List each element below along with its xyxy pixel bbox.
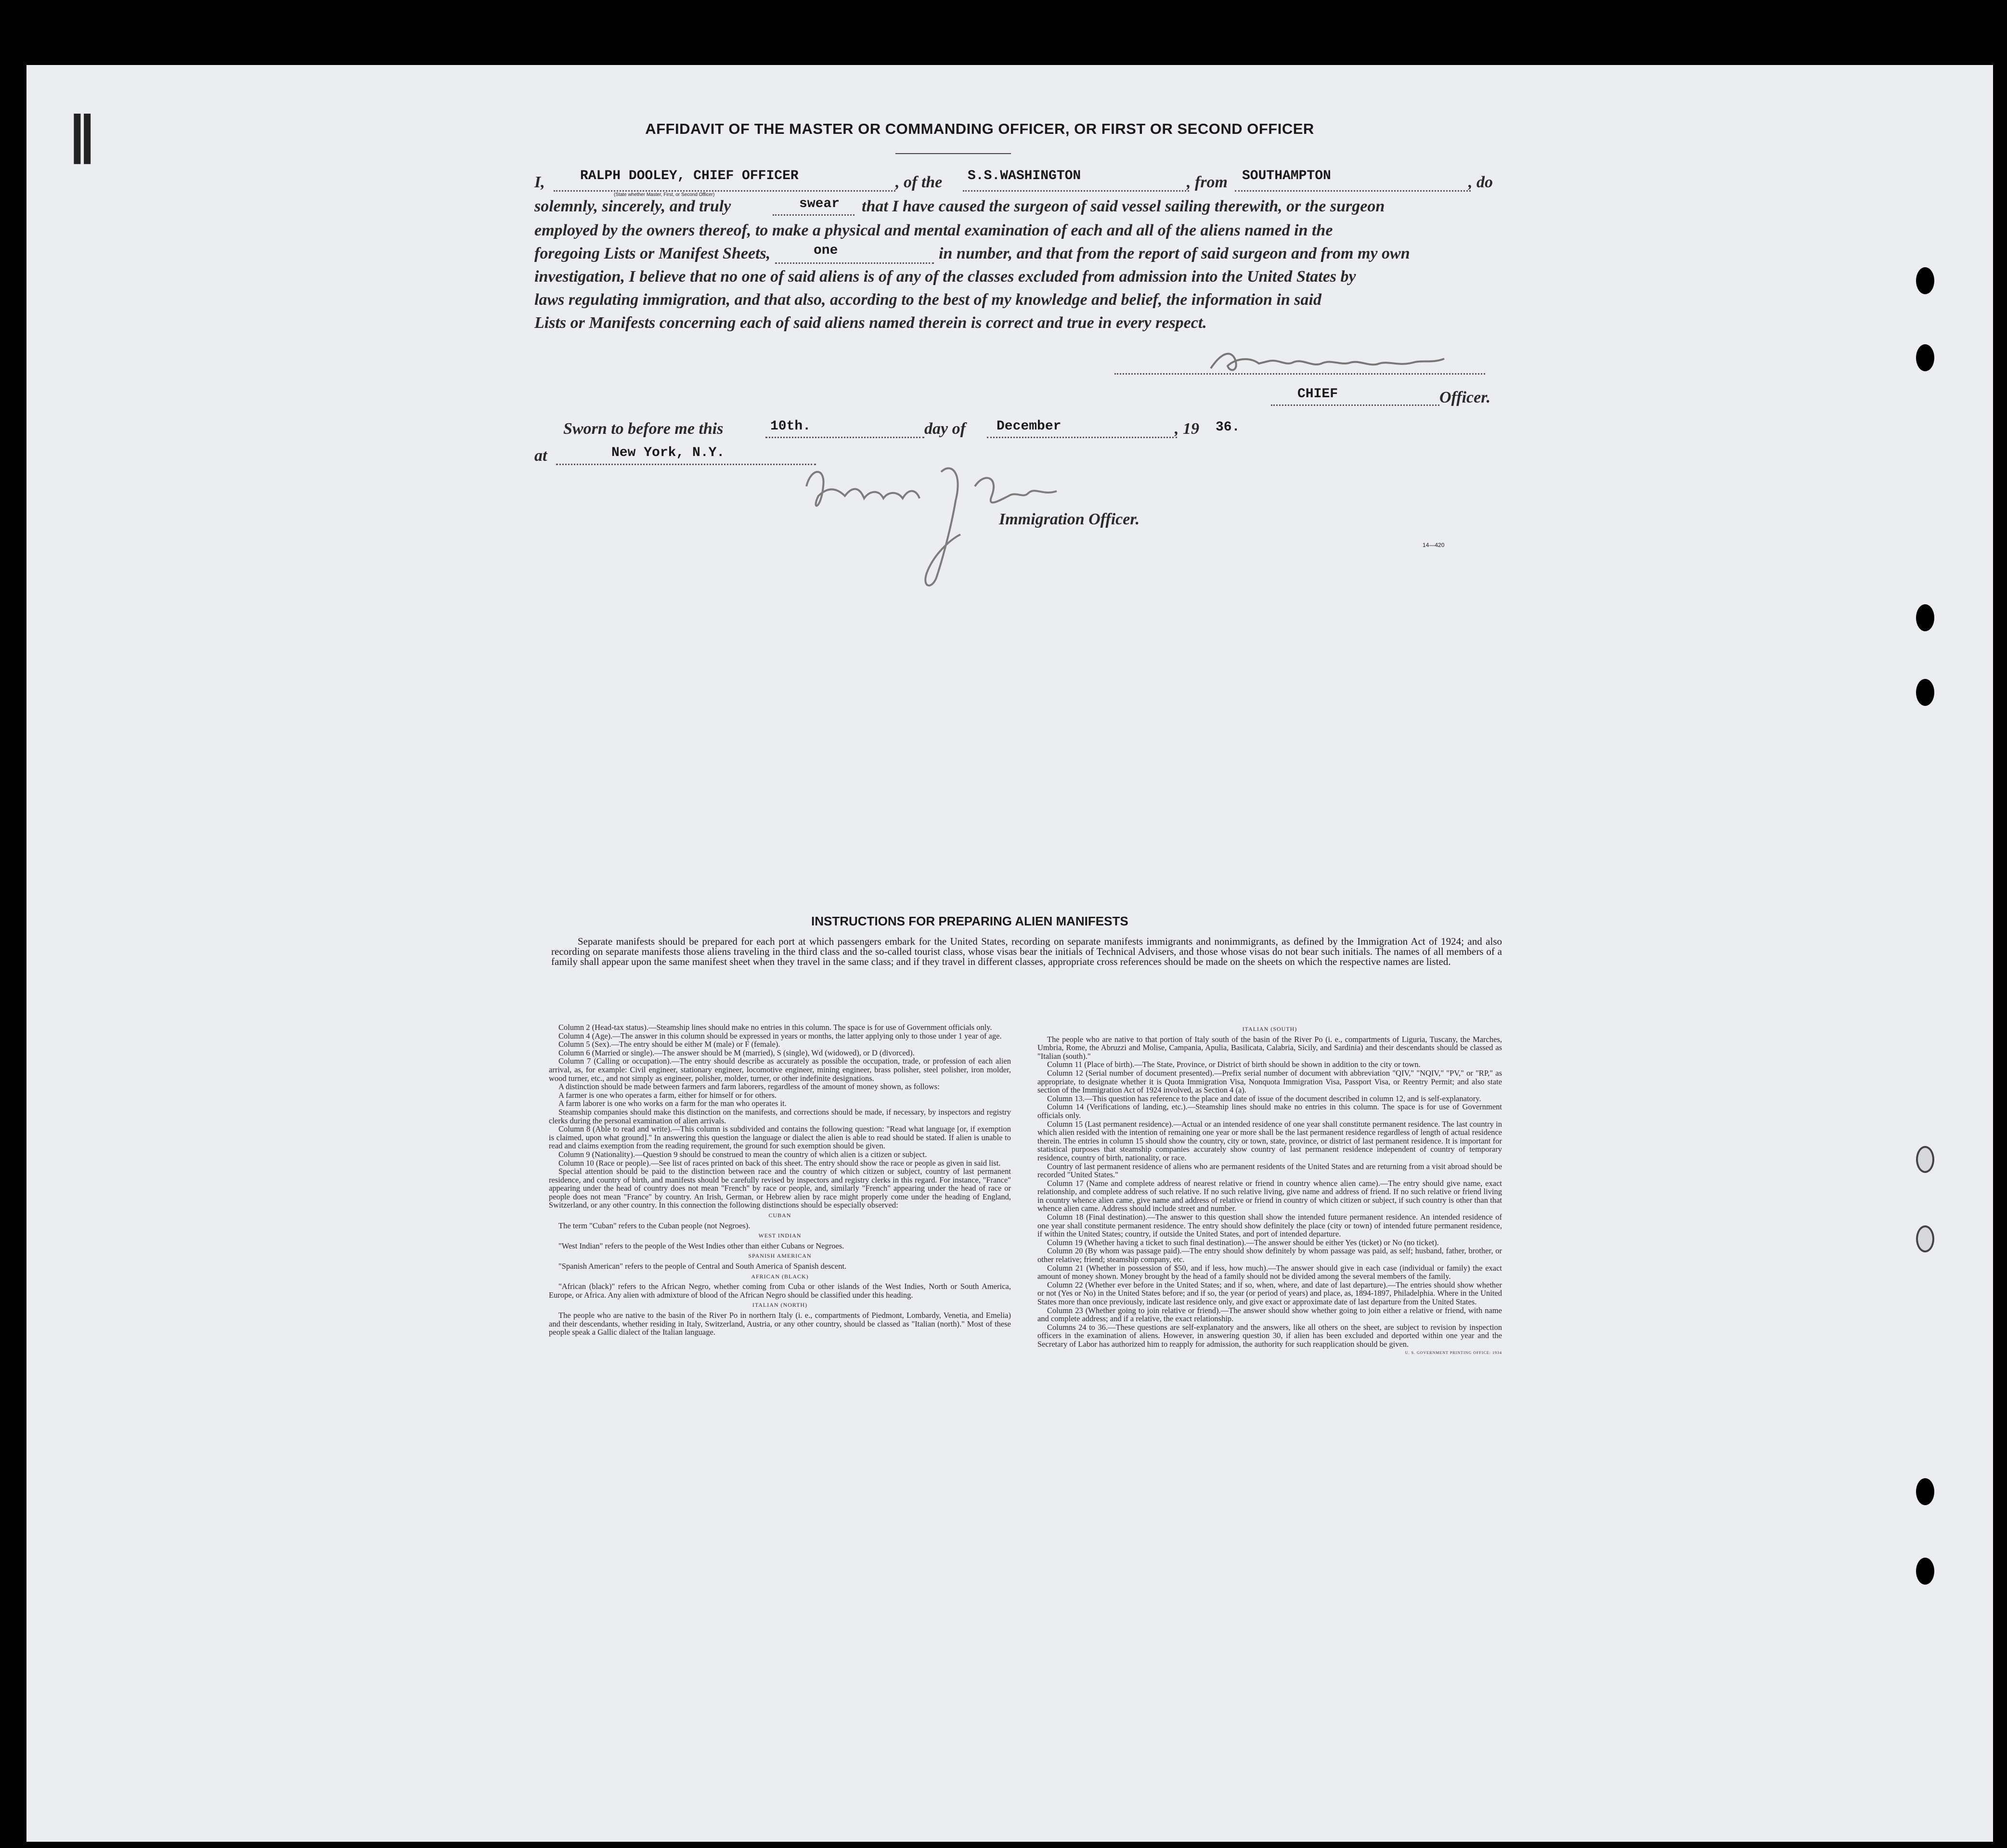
instruction-paragraph: A farmer is one who operates a farm, either for himself or for others. xyxy=(558,1090,777,1100)
section-heading-spanish-american: SPANISH AMERICAN xyxy=(748,1252,812,1260)
instruction-paragraph: Column 13.—This question has reference to the place and date of issue of the document described in column 12, and is self-explanatory. xyxy=(1047,1093,1481,1103)
instruction-paragraph: Column 23 (Whether going to join relative or friend).—The answer should show whether going to join either a relative or friend, with name and complete address; and if a relative, the exact relationship. xyxy=(1037,1305,1502,1324)
name-field-line xyxy=(554,190,895,192)
sworn-day-field: 10th. xyxy=(770,419,811,434)
instructions-right-column xyxy=(1037,1023,1502,1357)
officer-rank-field: CHIEF xyxy=(1297,387,1338,402)
instruction-paragraph: Column 20 (By whom was passage paid).—The entry should show definitely by whom passage was paid, as self; husband, father, brother, or other relative; friend; steamship company, etc. xyxy=(1037,1246,1502,1264)
binder-hole xyxy=(1916,604,1934,631)
line2-prefix: solemnly, sincerely, and truly xyxy=(534,197,731,215)
instruction-paragraph: Columns 24 to 36.—These questions are self-explanatory and the answers, like all others on the sheet, are subject to revision by inspection officers in the examination of aliens. However, in answering question 30, if alien has been excluded and deported within one year and the Secretary of Labor has authorized him to reapply for admission, the authority for such reapplication should be given. xyxy=(1037,1322,1502,1349)
instruction-paragraph: Column 12 (Serial number of document presented).—Prefix serial number of document with abbreviation "QIV," "NQIV," "PV," or "RP," as appropriate, to designate whether it is Quota Immigration Visa, Nonquota Immigration Visa, Passport Visa, or Reentry Permit; and also state section of the Immigration Act of 1924 involved, as Section 4 (a). xyxy=(1037,1068,1502,1095)
instruction-paragraph: The people who are native to that portion of Italy south of the basin of the River Po (i. e., compartments of Liguria, Tuscany, the Marches, Umbria, Rome, the Abruzzi and Molise, Campania, Apulia, Basilicata, Calabria, Sicily, and Sardinia) and their descendants should be classed as "Italian (south)." xyxy=(1037,1034,1502,1061)
sworn-year-prefix: , 19 xyxy=(1175,420,1199,438)
section-heading-west-indian: WEST INDIAN xyxy=(758,1232,802,1239)
line1-do: , do xyxy=(1468,173,1493,191)
place-field-line xyxy=(556,464,816,465)
count-field-line xyxy=(775,262,934,264)
instruction-paragraph: Column 5 (Sex).—The entry should be either M (male) or F (female). xyxy=(558,1040,780,1049)
line1-of-the: , of the xyxy=(895,173,943,191)
instruction-paragraph: Column 2 (Head-tax status).—Steamship lines should make no entries in this column. The space is for use of Government officials only. xyxy=(558,1023,992,1032)
port-field-line xyxy=(1235,190,1471,192)
binder-hole xyxy=(1916,1558,1934,1585)
affidavit-line-5: investigation, I believe that no one of said aliens is of any of the classes excluded from admission into the United States by xyxy=(534,268,1356,286)
sworn-prefix: Sworn to before me this xyxy=(563,420,724,438)
line1-prefix: I, xyxy=(534,173,545,191)
instruction-paragraph: "West Indian" refers to the people of the West Indies other than either Cubans or Negroes. xyxy=(558,1241,844,1250)
binder-hole xyxy=(1916,679,1934,706)
affidavit-title: AFFIDAVIT OF THE MASTER OR COMMANDING OFFICER, OR FIRST OR SECOND OFFICER xyxy=(645,120,1314,137)
sheet-count-field: one xyxy=(814,243,838,258)
binder-hole xyxy=(1916,1146,1934,1173)
instruction-paragraph: Column 17 (Name and complete address of nearest relative or friend in country whence alien came).—The entry should give name, exact relationship, and complete address of such relative. If no such relative living, give name and address of friend. If no such relative or friend living in country whence alien came, give name and address of relative or friend in country of which citizen or subject, if such country is other than that whence alien came. Address should include street and number. xyxy=(1037,1178,1502,1213)
instruction-paragraph: Column 14 (Verifications of landing, etc.).—Steamship lines should make no entries in this column. The space is for use of Government officials only. xyxy=(1037,1102,1502,1120)
title-rule xyxy=(895,153,1011,154)
sworn-day-of: day of xyxy=(924,420,966,438)
section-heading-african: AFRICAN (BLACK) xyxy=(751,1273,809,1280)
rank-field-line xyxy=(1271,404,1439,406)
instruction-paragraph: "Spanish American" refers to the people of Central and South America of Spanish descent. xyxy=(558,1262,847,1271)
line4-prefix: foregoing Lists or Manifest Sheets, xyxy=(534,245,771,262)
instructions-title: INSTRUCTIONS FOR PREPARING ALIEN MANIFESTS xyxy=(811,914,1128,928)
binder-hole xyxy=(1916,267,1934,294)
instruction-paragraph: Column 11 (Place of birth).—The State, Province, or District of birth should be shown in addition to the city or town. xyxy=(1047,1060,1421,1069)
affidavit-line-3: employed by the owners thereof, to make a physical and mental examination of each and all of the aliens named in the xyxy=(534,221,1333,239)
month-field-line xyxy=(987,437,1177,438)
officer-signature xyxy=(1201,344,1451,380)
oath-field: swear xyxy=(799,196,840,211)
port-field: SOUTHAMPTON xyxy=(1242,169,1331,183)
instruction-paragraph: A distinction should be made between farmers and farm laborers, regardless of the amount of money shown, as follows: xyxy=(558,1082,940,1092)
instruction-paragraph: Special attention should be paid to the distinction between race and the country of which citizen or subject, country of last permanent residence, and country of birth, and manifests should be carefully revised by inspectors and registry clerks in this regard. For instance, "France" appearing under the head of country does not mean "French" by race or people, and, similarly "French" appearing under the head of race or people does not mean "France" by country. An Irish, German, or Hebrew alien by race might properly come under the heading of England, Switzerland, or any other country. In this connection the following distinctions should be especially observed: xyxy=(549,1167,1011,1210)
instruction-paragraph: A farm laborer is one who works on a farm for the man who operates it. xyxy=(558,1099,787,1108)
at-prefix: at xyxy=(534,447,547,465)
instruction-paragraph: Column 22 (Whether ever before in the United States; and if so, when, where, and date of last departure).—The entries should show whether or not (Yes or No) in the United States before; and if so, the year (or period of years) and place, as, 1894-1897, Philadelphia. Where in the United States more than once previously, indicate last residence only, and give exact or approximate date of last departure from the United States. xyxy=(1037,1280,1502,1306)
affidavit-line-7: Lists or Manifests concerning each of said aliens named therein is correct and true in every respect. xyxy=(534,314,1207,332)
instructions-intro: Separate manifests should be prepared for each port at which passengers embark for the United States, recording on separate manifests immigrants and nonimmigrants, as defined by the Immigration Act of 1924; and also recording on separate manifests those aliens traveling in the third class and the so-called tourist class, whose visas bear the initials of Technical Advisers, and those whose visas do not bear such initials. The names of all members of a family shall appear upon the same manifest sheet when they travel in the same class; and if they travel in different classes, appropriate cross references should be made on the sheets on which the respective names are listed. xyxy=(551,936,1502,967)
day-field-line xyxy=(765,437,924,438)
instruction-paragraph: The term "Cuban" refers to the Cuban people (not Negroes). xyxy=(558,1221,751,1230)
section-heading-italian-north: ITALIAN (NORTH) xyxy=(752,1301,808,1309)
instruction-paragraph: Column 21 (Whether in possession of $50, and if less, how much).—The answer should give in each case (individual or family) the exact amount of money shown. Money brought by the head of a family should not be divided among the several members of the family. xyxy=(1037,1263,1502,1281)
sworn-year-field: 36. xyxy=(1216,420,1240,435)
instruction-paragraph: Column 18 (Final destination).—The answer to this question shall show the intended future permanent residence. An intended residence of one year shall constitute permanent residence. The entry should show definitely the place (city or town) of intended future permanent residence, if within the United States; country, if outside the United States, and port of intended departure. xyxy=(1037,1212,1502,1239)
oath-field-line xyxy=(773,214,855,216)
instruction-paragraph: Column 9 (Nationality).—Question 9 should be construed to mean the country of which alien is a citizen or subject. xyxy=(558,1149,927,1159)
form-number: 14—420 xyxy=(1423,542,1445,548)
binder-hole xyxy=(1916,344,1934,371)
line4-rest: in number, and that from the report of said surgeon and from my own xyxy=(939,245,1410,262)
line2-rest: that I have caused the surgeon of said vessel sailing therewith, or the surgeon xyxy=(862,197,1385,215)
instructions-left-column xyxy=(549,1023,1011,1337)
instruction-paragraph: Column 7 (Calling or occupation).—The entry should describe as accurately as possible the occupation, trade, or profession of each alien arrival, as, for example: Civil engineer, stationary engineer, locomotive engineer, mining engineer, brass polisher, steel polisher, iron molder, wood turner, etc., and not simply as engineer, polisher, molder, turner, or other indefinite designations. xyxy=(549,1056,1011,1083)
section-heading-italian-south: ITALIAN (SOUTH) xyxy=(1242,1026,1297,1032)
instruction-paragraph: Country of last permanent residence of aliens who are permanent residents of the United States and are returning from a visit abroad should be recorded "United States." xyxy=(1037,1161,1502,1180)
instruction-paragraph: Column 4 (Age).—The answer in this column should be expressed in years or months, the latter applying only to those under 1 year of age. xyxy=(558,1031,1002,1041)
line1-from: , from xyxy=(1187,173,1228,191)
margin-mark: || xyxy=(70,104,90,164)
instruction-paragraph: "African (black)" refers to the African Negro, whether coming from Cuba or other islands of the West Indies, North or South America, Europe, or Africa. Any alien with admixture of blood of the African Negro should be classified under this heading. xyxy=(549,1282,1011,1300)
binder-hole xyxy=(1916,1225,1934,1252)
instruction-paragraph: Column 10 (Race or people).—See list of races printed on back of this sheet. The entry should show the race or people as given in said list. xyxy=(558,1158,1001,1168)
sworn-place-field: New York, N.Y. xyxy=(611,445,725,460)
officer-name-hint: (State whether Master, First, or Second Officer) xyxy=(614,192,715,197)
vessel-name-field: S.S.WASHINGTON xyxy=(968,169,1081,183)
binder-hole xyxy=(1916,1478,1934,1505)
instruction-paragraph: Column 15 (Last permanent residence).—Actual or an intended residence of one year shall constitute permanent residence. The last country in which alien resided with the intention of remaining one year or more shall be the last permanent residence regardless of length of actual residence therein. The entries in column 15 should show the country, city or town, state, province, or district of last permanent residence. It is important for statistical purposes that steamship companies accurately show country of last permanent residence independent of country of temporary residence, country of birth, nationality, or race. xyxy=(1037,1119,1502,1162)
printer-imprint: U. S. GOVERNMENT PRINTING OFFICE: 1934 xyxy=(1405,1350,1502,1355)
instruction-paragraph: Steamship companies should make this distinction on the manifests, and corrections should be made, if necessary, by inspectors and registry clerks during the personal examination of alien arrivals. xyxy=(549,1107,1011,1125)
manifest-sheet xyxy=(26,65,1993,1842)
affidavit-line-6: laws regulating immigration, and that also, according to the best of my knowledge and belief, the information in said xyxy=(534,291,1321,309)
vessel-field-line xyxy=(963,190,1189,192)
immigration-officer-label: Immigration Officer. xyxy=(999,510,1140,528)
sworn-month-field: December xyxy=(997,419,1062,434)
officer-name-field: RALPH DOOLEY, CHIEF OFFICER xyxy=(580,169,799,183)
officer-suffix: Officer. xyxy=(1439,389,1491,406)
instruction-paragraph: Column 6 (Married or single).—The answer should be M (married), S (single), Wd (widowed), or D (divorced). xyxy=(558,1048,915,1057)
section-heading-cuban: CUBAN xyxy=(768,1212,791,1219)
instruction-paragraph: Column 8 (Able to read and write).—This column is subdivided and contains the following question: "Read what language [or, if exemption is claimed, upon what ground]." In answering this question the language or dialect the alien is able to read should be stated. If alien is unable to read and claims exemption from the reading requirement, the ground for such exemption should be given. xyxy=(549,1124,1011,1151)
instruction-paragraph: The people who are native to the basin of the River Po in northern Italy (i. e., compartments of Piedmont, Lombardy, Venetia, and Emelia) and their descendants, whether residing in Italy, Switzerland, Austria, or any other country, should be classed as "Italian (north)." Most of these people speak a Gallic dialect of the Italian language. xyxy=(549,1311,1011,1337)
instruction-paragraph: Column 19 (Whether having a ticket to such final destination).—The answer should be either Yes (ticket) or No (no ticket). xyxy=(1047,1237,1439,1247)
